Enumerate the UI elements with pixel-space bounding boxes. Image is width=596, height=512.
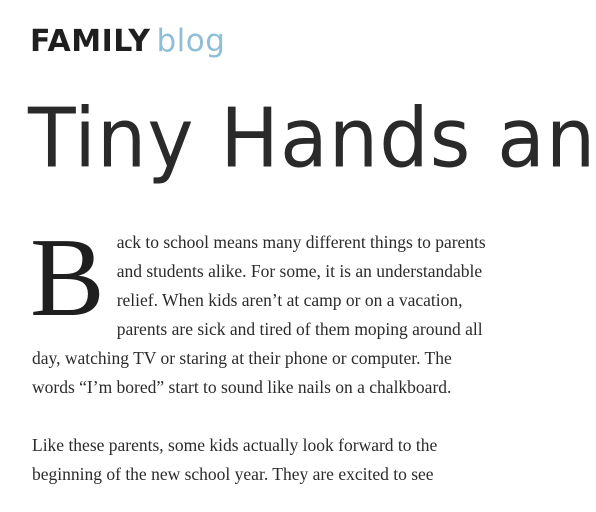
paragraph-2-text: Like these parents, some kids actually look forward to the beginning of the new school year. They are excited to see [32, 435, 438, 484]
blog-logo[interactable] [30, 23, 226, 59]
logo-blog-text: blog [156, 23, 226, 59]
drop-cap: B [30, 216, 105, 340]
article-paragraph [30, 216, 492, 402]
article-paragraph [32, 431, 492, 489]
paragraph-1-text: ack to school means many different things to parents and students alike. For some, it is an understandable relief. When kids aren’t at camp or on a vacation, parents are sick and tired of them moping around all day, watching TV or staring at their phone or computer. The words “I’m bored” start to sound like nails on a chalkboard. [32, 232, 486, 397]
article-title: Tiny Hands an [28, 92, 596, 187]
logo-family-text: FAMILY [30, 24, 151, 59]
article-body [30, 216, 492, 489]
